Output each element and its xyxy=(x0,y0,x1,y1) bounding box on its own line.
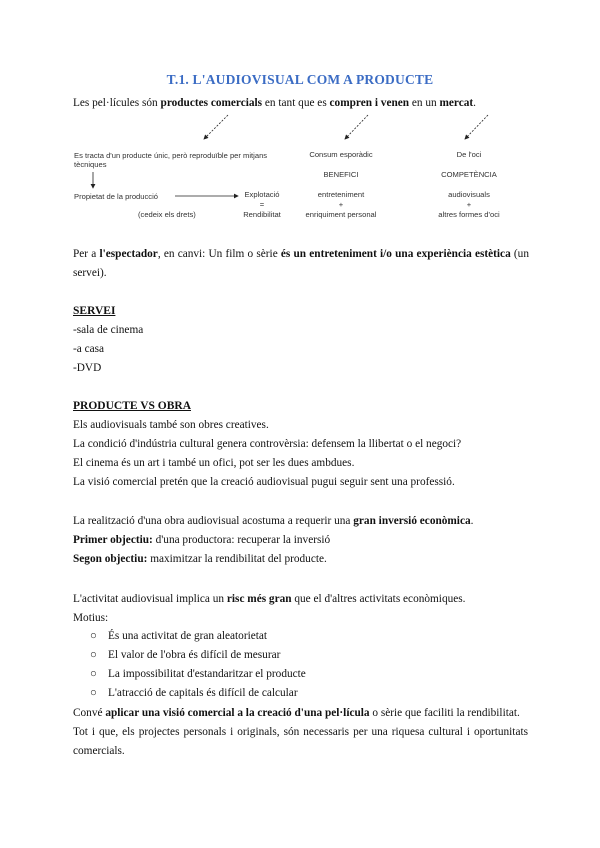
servei-item: -a casa xyxy=(73,343,105,355)
diagram-mid-plus: + xyxy=(338,200,344,209)
diagram-left-result2: Rendibilitat xyxy=(243,210,281,219)
bullet-icon: ○ xyxy=(90,668,97,680)
producte-line: El cinema és un art i també un ofici, pot ser les dues ambdues. xyxy=(73,457,355,469)
tot-paragraph-line2: comercials. xyxy=(73,745,125,757)
arrow-middle xyxy=(345,115,368,139)
conve-paragraph: Convé aplicar una visió comercial a la creació d'una pel·lícula o sèrie que faciliti la rendibilitat. xyxy=(73,707,520,719)
diagram-mid-line1: Consum esporàdic xyxy=(309,150,373,159)
diagram-mid-line2: BENEFICI xyxy=(323,170,359,179)
diagram-left-line1: Es tracta d'un producte únic, però reproduïble per mitjans xyxy=(74,151,268,160)
diagram-mid-line4: enriquiment personal xyxy=(305,210,377,219)
tot-paragraph-line1: Tot i que, els projectes personals i originals, són necessaris per una riquesa cultural i oportunitats xyxy=(73,726,528,738)
diagram-mid-line3: entreteniment xyxy=(317,190,365,199)
page-title: T.1. L'AUDIOVISUAL COM A PRODUCTE xyxy=(166,72,434,87)
list-item: L'atracció de capitals és difícil de calcular xyxy=(108,687,298,699)
diagram-left-note: (cedeix els drets) xyxy=(138,210,196,219)
primer-objectiu: Primer objectiu: d'una productora: recuperar la inversió xyxy=(73,534,331,546)
spectator-paragraph-line2: servei). xyxy=(73,267,107,279)
diagram-left-result: Explotació xyxy=(244,190,280,199)
diagram-left-row: Propietat de la producció xyxy=(74,192,159,201)
arrow-left xyxy=(204,115,228,139)
bullet-icon: ○ xyxy=(90,630,97,642)
spectator-paragraph-line1: Per a l'espectador, en canvi: Un film o sèrie és un entreteniment i/o una experiència estètica (un xyxy=(73,248,529,260)
servei-item: -sala de cinema xyxy=(73,324,144,336)
diagram-right-line3: audiovisuals xyxy=(448,190,490,199)
activitat-paragraph: L'activitat audiovisual implica un risc més gran que el d'altres activitats econòmiques. xyxy=(73,593,466,605)
list-item: És una activitat de gran aleatorietat xyxy=(108,630,268,642)
bullet-icon: ○ xyxy=(90,687,97,699)
list-item: La impossibilitat d'estandaritzar el producte xyxy=(108,668,306,680)
producte-heading: PRODUCTE VS OBRA xyxy=(73,400,191,412)
producte-line: La condició d'indústria cultural genera controvèrsia: defensem la llibertat o el negoci? xyxy=(73,438,462,450)
servei-item: -DVD xyxy=(73,362,102,374)
diagram-right-line2: COMPETÈNCIA xyxy=(441,170,497,179)
intro-paragraph: Les pel·lícules són productes comercials en tant que es compren i venen en un mercat. xyxy=(73,97,476,109)
diagram-left-plus: = xyxy=(259,200,265,209)
diagram-right-line1: De l'oci xyxy=(456,150,482,159)
bullet-icon: ○ xyxy=(90,649,97,661)
list-item: El valor de l'obra és difícil de mesurar xyxy=(108,649,281,661)
realitzacio-paragraph: La realització d'una obra audiovisual acostuma a requerir una gran inversió econòmica. xyxy=(73,515,474,527)
diagram-right-plus: + xyxy=(466,200,472,209)
producte-line: Els audiovisuals també son obres creatives. xyxy=(73,419,269,431)
segon-objectiu: Segon objectiu: maximitzar la rendibilitat del producte. xyxy=(73,553,327,565)
servei-heading: SERVEI xyxy=(73,305,116,317)
producte-line: La visió comercial pretén que la creació audiovisual pugui seguir sent una professió. xyxy=(73,476,455,488)
diagram-right-line4: altres formes d'oci xyxy=(438,210,500,219)
motius-label: Motius: xyxy=(73,612,109,624)
diagram-left-line2: tècniques xyxy=(74,160,107,169)
arrow-right xyxy=(465,115,488,139)
